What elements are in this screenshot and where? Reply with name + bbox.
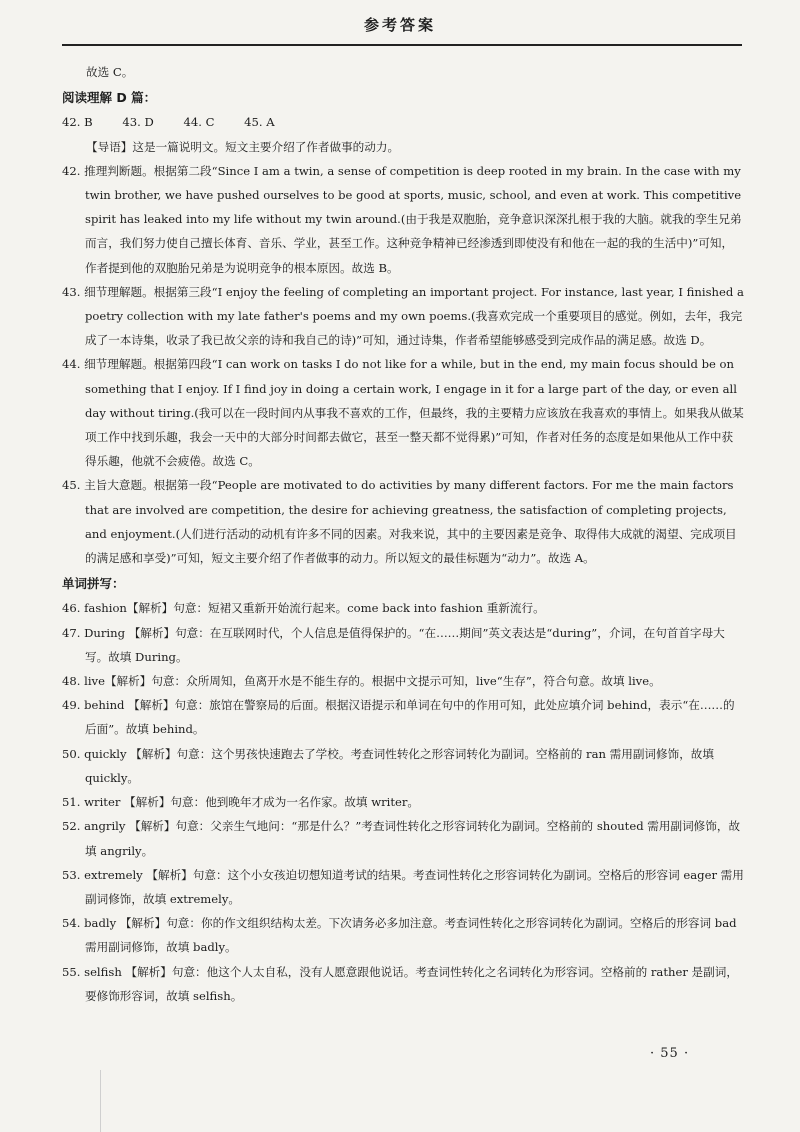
answer-44: 44. C: [183, 115, 215, 130]
reading-d-heading: 阅读理解 D 篇：: [62, 90, 157, 106]
page-header: [0, 0, 800, 48]
word-50: 50. quickly 【解析】句意：这个男孩快速跑去了学校。考查词性转化之形容词转化为副词。空格前的 ran 需用副词修饰，故填 quickly。: [62, 746, 714, 785]
answer-42: 42. B: [62, 115, 93, 130]
header-divider: [62, 44, 742, 46]
word-49: 49. behind 【解析】句意：旅馆在警察局的后面。根据汉语提示和单词在句中的作用可知，此处应填介词 behind，表示“在……的后面”。故填 behind。: [62, 698, 735, 737]
explanation-42: 42. 推理判断题。根据第二段“Since I am a twin, a sense of competition is deep rooted in my brain. In the case with my twin brother, we have pushed ourselves to be good at sports, music, school, and even at work. This competitive spirit has leaked into my life without my twin around.(由于我是双胞胎，竞争意识深深扎根于我的大脑。就我的孪生兄弟而言，我们努力使自己擅长体育、音乐、学业，甚至工作。这种竞争精神已经渗透到即使没有和他在一起的我的生活中)”可知，作者提到他的双胞胎兄弟是为说明竞争的根本原因。故选 B。: [62, 163, 742, 275]
word-46: 46. fashion【解析】句意：短裙又重新开始流行起来。come back into fashion 重新流行。: [62, 601, 545, 616]
word-51: 51. writer 【解析】句意：他到晚年才成为一名作家。故填 writer。: [62, 795, 420, 810]
word-54: 54. badly 【解析】句意：你的作文组织结构太差。下次请务必多加注意。考查词性转化之形容词转化为副词。空格后的形容词 bad 需用副词修饰，故填 badly。: [62, 916, 737, 955]
explanation-44: 44. 细节理解题。根据第四段“I can work on tasks I do not like for a while, but in the end, my main focus should be on something that I enjoy. If I find joy in doing a certain work, I engage in it for a large part of the day, or even all day without tiring.(我可以在一段时间内从事我不喜欢的工作，但最终，我的主要精力应该放在我喜欢的事情上。如果我从做某项工作中找到乐趣，我会一天中的大部分时间都去做它，甚至一整天都不觉得累)”可知，作者对任务的态度是如果他从工作中获得乐趣，他就不会疲倦。故选 C。: [62, 357, 744, 469]
reading-d-guide: 【导语】这是一篇说明文。短文主要介绍了作者做事的动力。: [86, 139, 400, 154]
reading-d-answer-key: [62, 110, 744, 134]
word-55: 55. selfish 【解析】句意：他这个人太自私，没有人愿意跟他说话。考查词性转化之名词转化为形容词。空格前的 rather 是副词，要修饰形容词，故填 selfish。: [62, 964, 738, 1003]
explanation-43: 43. 细节理解题。根据第三段“I enjoy the feeling of completing an important project. For instance, last year, I finished a poetry collection with my late father's poems and my own poems.(我喜欢完成一个重要项目的感觉。例如，去年，我完成了一本诗集，收录了我已故父亲的诗和我自己的诗)”可知，通过诗集，作者希望能够感受到完成作品的满足感。故选 D。: [62, 284, 744, 348]
answer-45: 45. A: [244, 115, 275, 130]
page-title: 参考答案: [363, 16, 436, 34]
word-spelling-heading: 单词拼写：: [62, 576, 125, 592]
previous-answer-line: 故选 C。: [86, 65, 134, 79]
page-number: · 55 ·: [650, 1046, 690, 1061]
answer-43: 43. D: [122, 115, 154, 130]
word-52: 52. angrily 【解析】句意：父亲生气地问：“那是什么？”考查词性转化之形容词转化为副词。空格前的 shouted 需用副词修饰，故填 angrily。: [62, 819, 741, 858]
word-47: 47. During 【解析】句意：在互联网时代，个人信息是值得保护的。“在……期间”英文表达是“during”，介词，在句首首字母大写。故填 During。: [62, 625, 725, 664]
word-48: 48. live【解析】句意：众所周知，鱼离开水是不能生存的。根据中文提示可知，live“生存”，符合句意。故填 live。: [62, 674, 661, 689]
binding-margin-line: [100, 1070, 101, 1132]
explanation-45: 45. 主旨大意题。根据第一段“People are motivated to do activities by many different factors. For me the main factors that are involved are competition, the desire for achieving greatness, the satisfaction of completing projects, and enjoyment.(人们进行活动的动机有许多不同的因素。对我来说，其中的主要因素是竞争、取得伟大成就的渴望、完成项目的满足感和享受)”可知，短文主要介绍了作者做事的动力。所以短文的最佳标题为“动力”。故选 A。: [62, 478, 737, 566]
word-53: 53. extremely 【解析】句意：这个小女孩迫切想知道考试的结果。考查词性转化之形容词转化为副词。空格后的形容词 eager 需用副词修饰，故填 extremely。: [62, 867, 744, 906]
answer-content: [62, 60, 744, 1008]
